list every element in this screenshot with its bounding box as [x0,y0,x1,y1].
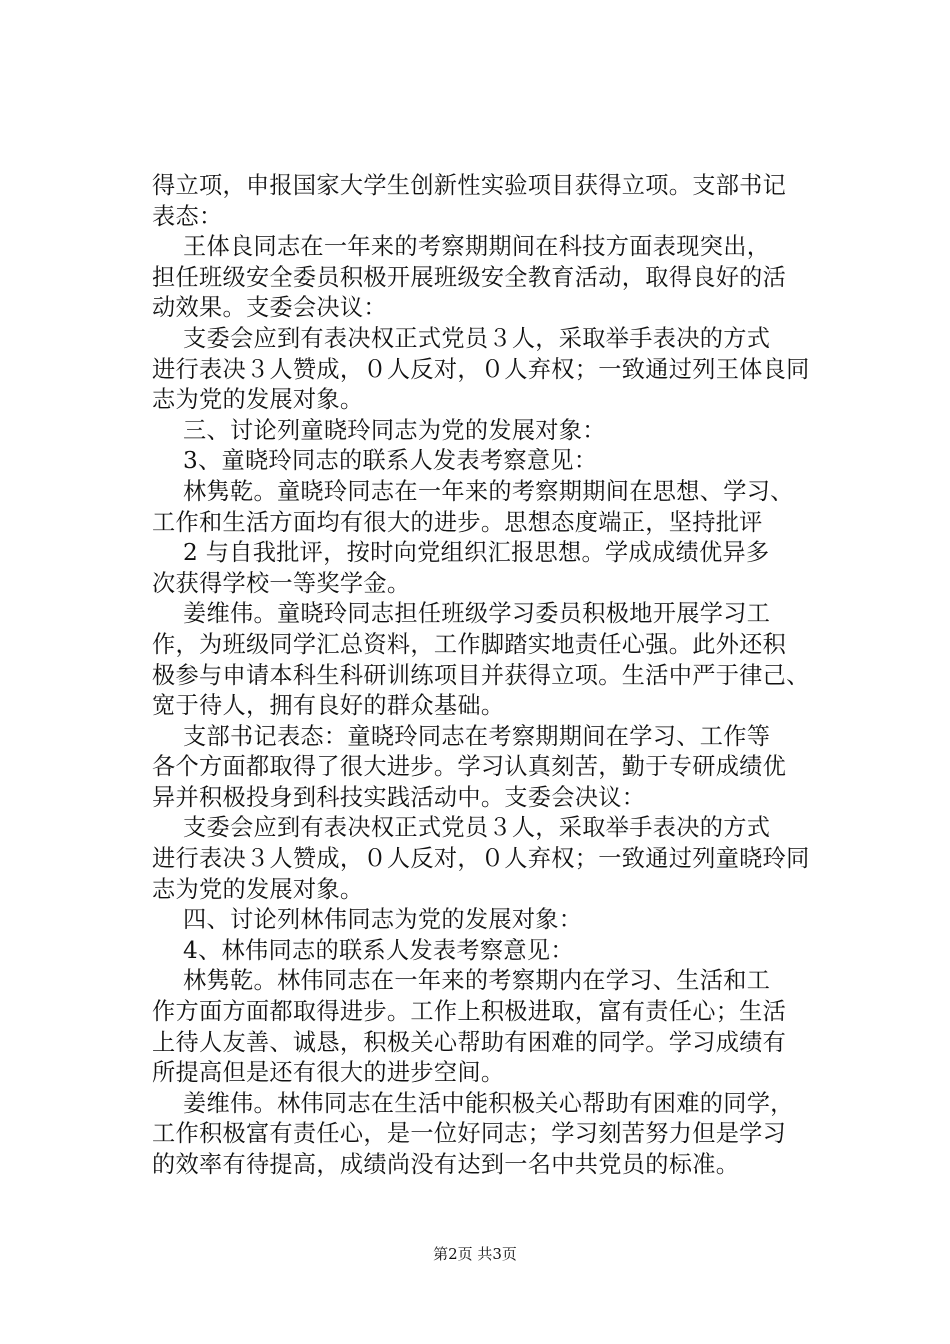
text-line: 上待人友善、诚恳，积极关心帮助有困难的同学。学习成绩有 [152,1028,787,1056]
text-line: 异并积极投身到科技实践活动中。支委会决议： [152,783,646,811]
text-line: 进行表决３人赞成，０人反对，０人弃权；一致通过列童晓玲同 [152,845,810,873]
text-line: 姜维伟。童晓玲同志担任班级学习委员积极地开展学习工 [183,600,771,628]
text-line: 表态： [152,202,223,230]
text-line: 各个方面都取得了很大进步。学习认真刻苦，勤于专研成绩优 [152,753,787,781]
page-footer: 第2页 共3页 [433,1245,517,1263]
text-line: 志为党的发展对象。 [152,386,364,414]
text-line: 志为党的发展对象。 [152,875,364,903]
text-line: 的效率有待提高，成绩尚没有达到一名中共党员的标准。 [152,1151,740,1178]
text-line: 支部书记表态：童晓玲同志在考察期期间在学习、工作等 [183,722,771,750]
text-line: 姜维伟。林伟同志在生活中能积极关心帮助有困难的同学， [183,1089,794,1117]
text-line: 得立项，申报国家大学生创新性实验项目获得立项。支部书记 [152,172,787,199]
text-line: 担任班级安全委员积极开展班级安全教育活动，取得良好的活 [152,263,787,291]
text-line: 三、讨论列童晓玲同志为党的发展对象： [183,416,606,444]
text-line: 林隽乾。林伟同志在一年来的考察期内在学习、生活和工 [183,967,771,995]
text-line: 进行表决３人赞成，０人反对，０人弃权；一致通过列王体良同 [152,355,810,383]
text-line: 工作积极富有责任心，是一位好同志；学习刻苦努力但是学习 [152,1120,787,1148]
text-line: 作方面方面都取得进步。工作上积极进取，富有责任心；生活 [152,998,787,1026]
text-line: 极参与申请本科生科研训练项目并获得立项。生活中严于律己、 [152,661,810,689]
text-line: 次获得学校一等奖学金。 [152,569,411,597]
text-line: 作，为班级同学汇总资料，工作脚踏实地责任心强。此外还积 [152,630,787,658]
text-line: 王体良同志在一年来的考察期期间在科技方面表现突出， [183,233,771,261]
text-line: 工作和生活方面均有很大的进步。思想态度端正，坚持批评 [152,508,763,536]
text-line: 支委会应到有表决权正式党员３人，采取举手表决的方式 [183,814,771,842]
text-line: 3、童晓玲同志的联系人发表考察意见： [183,447,598,475]
text-line: 所提高但是还有很大的进步空间。 [152,1059,505,1087]
text-line: 4、林伟同志的联系人发表考察意见： [183,936,574,964]
text-line: 四、讨论列林伟同志为党的发展对象： [183,906,583,934]
text-line: 宽于待人，拥有良好的群众基础。 [152,692,505,720]
document-body [152,171,856,1181]
text-line: 2 与自我批评，按时向党组织汇报思想。学成成绩优异多 [183,539,770,567]
text-line: 支委会应到有表决权正式党员３人，采取举手表决的方式 [183,324,771,352]
text-line: 林隽乾。童晓玲同志在一年来的考察期期间在思想、学习、 [183,477,794,505]
text-line: 动效果。支委会决议： [152,294,387,322]
